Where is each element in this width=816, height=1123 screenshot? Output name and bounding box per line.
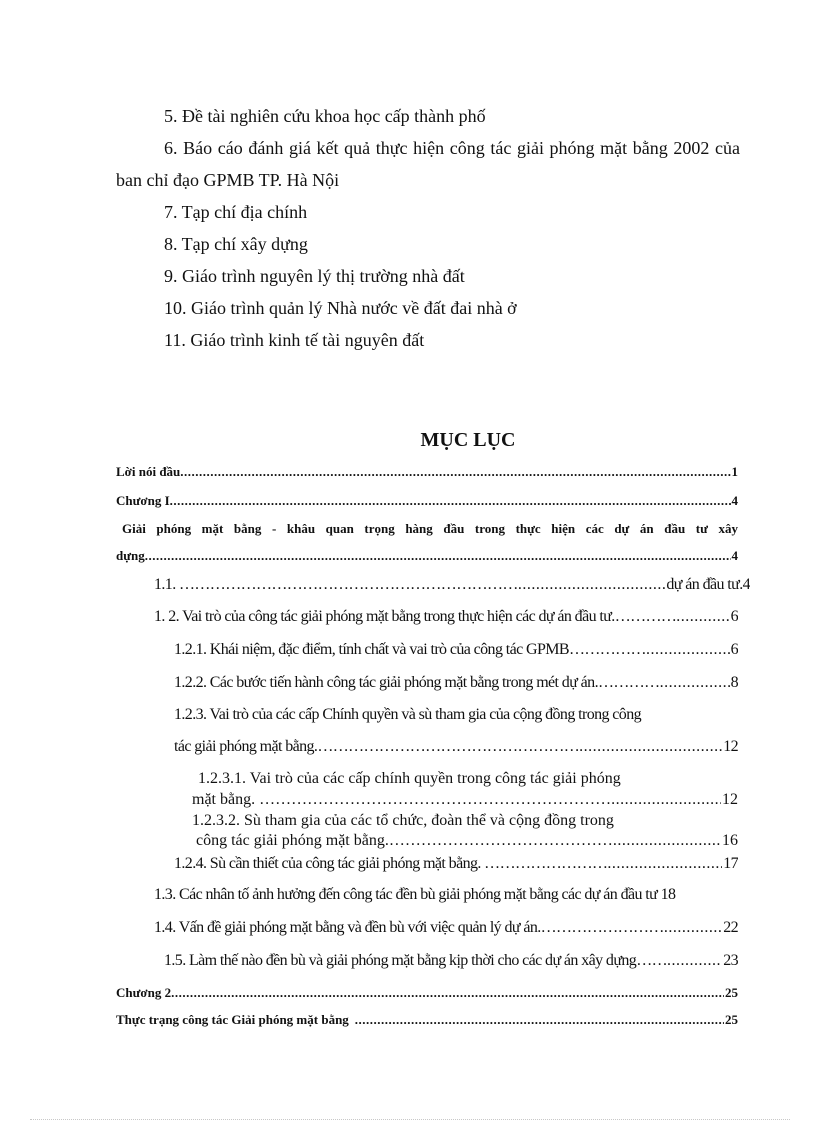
toc-page-number: 6 [730,641,738,658]
toc-page-number: 23 [723,952,738,969]
toc-entry [116,985,738,1001]
toc-entry [174,855,738,873]
toc-entry [116,493,738,509]
toc-entry-label: công tác giải phóng mặt bằng.…………………………………… [196,832,613,849]
reference-item: 10. Giáo trình quản lý Nhà nước về đất đai nhà ở [164,298,517,318]
toc-entry-label: 1.3. Các nhân tố ảnh hưởng đến công tác đền bù giải phóng mặt bằng các dự án đầu tư 18 [154,886,676,903]
toc-entry-label: tác giải phóng mặt bằng.…………………………………………… [174,738,580,755]
toc-entry [174,641,738,659]
toc-leader [145,548,731,564]
toc-entry [192,791,738,809]
toc-entry-label: 1.2.4. Sù cần thiết của công tác giải phóng mặt bằng. …………………… [174,855,608,872]
toc-entry [196,832,738,850]
toc-leader [579,738,722,756]
toc-leader [607,855,722,873]
toc-page-number: 16 [722,832,738,849]
toc-leader [676,608,729,626]
toc-leader [660,674,730,692]
toc-leader [170,493,731,509]
toc-leader [518,576,666,594]
toc-page-number: 4 [731,493,738,508]
toc-entry-label: Giải phóng mặt bằng - khâu quan trọng hàng đầu trong thực hiện các dự án đầu tư xây [122,521,738,536]
toc-entry-label: 1.2.3. Vai trò của các cấp Chính quyền và sù tham gia của cộng đồng trong công [174,706,641,723]
toc-page-number: 25 [725,985,738,1000]
reference-item: 7. Tạp chí địa chính [164,202,308,222]
toc-entry-label: Lời nói đầu [116,464,181,479]
reference-item: 5. Đề tài nghiên cứu khoa học cấp thành phố [164,106,486,126]
toc-entry-label: 1.2.1. Khái niệm, đặc điểm, tính chất và vai trò của công tác GPMB…………… [174,641,646,658]
toc-entry [174,674,738,692]
toc-page-number: 12 [723,738,738,755]
reference-item: 8. Tạp chí xây dựng [164,234,308,254]
toc-leader [646,641,730,659]
toc-entry [116,1012,738,1028]
toc-page-number: 1 [731,464,738,479]
toc-page-number: 6 [730,608,738,625]
toc-leader [355,1012,724,1028]
page-bottom-rule [30,1119,790,1120]
toc-entry [116,464,738,480]
toc-page-number: 4 [731,548,738,563]
toc-entry-label: 1.1. ………………………………………………………… [154,576,518,593]
toc-entry [164,952,738,970]
toc-entry-label: mặt bằng. ………………………………………………………… [192,791,612,808]
toc-entry-label: Chương I [116,493,170,508]
toc-entry [154,576,750,594]
toc-entry-label: 1.2.3.1. Vai trò của các cấp chính quyền trong công tác giải phóng [198,770,621,787]
toc-page-number: 22 [723,919,738,936]
toc-entry-label: dựng [116,548,145,563]
toc-leader [667,952,722,970]
toc-entry-label: Chương 2 [116,985,172,1000]
toc-entry-label: Thực trạng công tác Giải phóng mặt bằng [116,1012,349,1027]
toc-title: MỤC LỤC [420,429,516,451]
toc-entry-label: 1.5. Làm thế nào đền bù và giải phóng mặt bằng kịp thời cho các dự án xây dựng…… [164,952,668,969]
toc-entry [174,738,738,756]
toc-entry-label: 1.4. Vấn đề giải phóng mặt bằng và đền bù với việc quản lý dự án.…………………… [154,919,664,936]
reference-item: 11. Giáo trình kinh tế tài nguyên đất [164,330,425,350]
toc-entry-label: 1.2.2. Các bước tiến hành công tác giải phóng mặt bằng trong mét dự án.………… [174,674,660,691]
toc-leader [664,919,722,937]
toc-entry-tail: dự án đầu tư.4 [666,576,750,593]
toc-entry-label: 1.2.3.2. Sù tham gia của các tổ chức, đoàn thể và cộng đồng trong [192,812,614,829]
reference-item: 9. Giáo trình nguyên lý thị trường nhà đất [164,266,465,286]
toc-leader [611,791,721,809]
toc-entry [116,548,738,564]
toc-entry [154,919,738,937]
toc-page-number: 17 [723,855,738,872]
toc-leader [171,985,724,1001]
toc-leader [180,464,730,480]
toc-entry [154,608,738,626]
toc-page-number: 8 [730,674,738,691]
toc-leader [613,832,721,850]
toc-page-number: 12 [722,791,738,808]
toc-entry-label: 1. 2. Vai trò của công tác giải phóng mặt bằng trong thực hiện các dự án đầu tư.………… [154,608,677,625]
reference-item: 6. Báo cáo đánh giá kết quả thực hiện công tác giải phóng mặt bằng 2002 của ban chỉ đạo GPMB TP. Hà Nội [116,138,740,190]
toc-page-number: 25 [725,1012,738,1027]
